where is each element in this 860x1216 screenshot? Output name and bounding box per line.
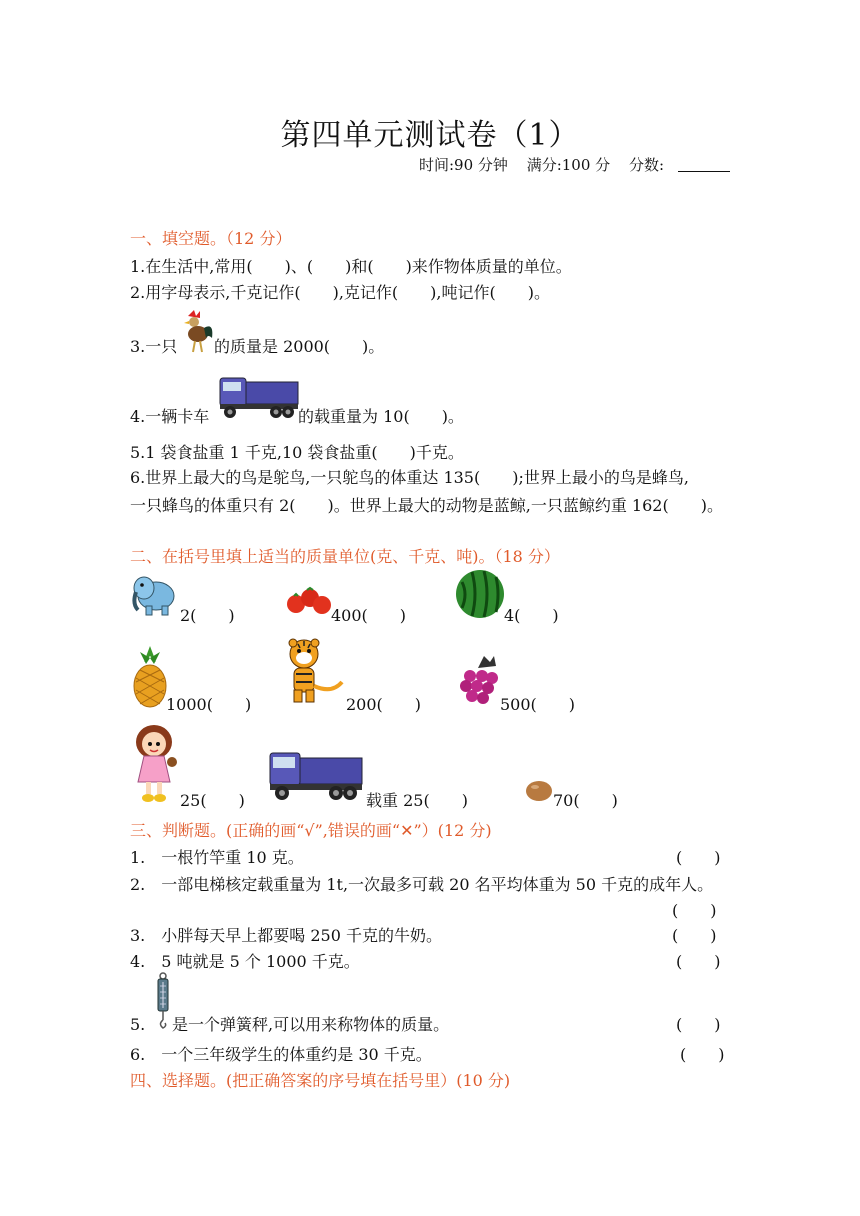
s3-item-2: 2. 一部电梯核定载重量为 1t,一次最多可载 20 名平均体重为 50 千克的成年人。 bbox=[130, 875, 714, 894]
item-label: 200( ) bbox=[346, 695, 422, 714]
section3-heading: 三、判断题。(正确的画“√”,错误的画“✕”）(12 分) bbox=[130, 821, 492, 840]
section2-heading: 二、在括号里填上适当的质量单位(克、千克、吨)。（18 分） bbox=[130, 547, 560, 566]
page-title: 第四单元测试卷（1） bbox=[280, 118, 580, 153]
truck-icon bbox=[218, 374, 300, 420]
score-blank[interactable] bbox=[678, 157, 730, 172]
section4-heading: 四、选择题。(把正确答案的序号填在括号里）(10 分) bbox=[130, 1071, 511, 1090]
tiger-icon bbox=[280, 638, 346, 706]
pineapple-icon bbox=[130, 644, 170, 708]
s1-question-5: 5.1 袋食盐重 1 千克,10 袋食盐重( )千克。 bbox=[130, 443, 464, 462]
s3-answer-paren-4[interactable]: ( ) bbox=[676, 952, 721, 971]
elephant-icon bbox=[130, 572, 180, 616]
s3-answer-paren-3[interactable]: ( ) bbox=[672, 926, 717, 945]
s3-item-1: 1. 一根竹竿重 10 克。 bbox=[130, 848, 304, 867]
item-label: 400( ) bbox=[331, 606, 407, 625]
s1-question-3-suffix: 的质量是 2000( )。 bbox=[214, 337, 385, 356]
s1-question-3-prefix: 3.一只 bbox=[130, 337, 178, 356]
s3-answer-paren-1[interactable]: ( ) bbox=[676, 848, 721, 867]
exam-meta bbox=[405, 154, 730, 175]
item-label: 70( ) bbox=[553, 791, 618, 810]
s3-item-3: 3. 小胖每天早上都要喝 250 千克的牛奶。 bbox=[130, 926, 442, 945]
s3-item-6: 6. 一个三年级学生的体重约是 30 千克。 bbox=[130, 1045, 432, 1064]
s1-question-6-line2: 一只蜂鸟的体重只有 2( )。世界上最大的动物是蓝鲸,一只蓝鲸约重 162( )。 bbox=[130, 496, 723, 515]
time-limit: 时间:90 分钟 bbox=[419, 156, 508, 174]
tomatoes-icon bbox=[286, 586, 332, 616]
item-label: 1000( ) bbox=[166, 695, 252, 714]
full-score: 满分:100 分 bbox=[526, 156, 611, 174]
s3-answer-paren-6[interactable]: ( ) bbox=[680, 1045, 725, 1064]
truck-icon bbox=[268, 748, 364, 802]
s1-question-6-line1: 6.世界上最大的鸟是鸵鸟,一只鸵鸟的体重达 135( );世界上最小的鸟是蜂鸟, bbox=[130, 468, 689, 487]
s3-answer-paren-2[interactable]: ( ) bbox=[672, 901, 717, 920]
egg-icon bbox=[524, 780, 554, 802]
s1-question-4-prefix: 4.一辆卡车 bbox=[130, 407, 210, 426]
rooster-icon bbox=[180, 308, 216, 354]
item-label: 载重 25( ) bbox=[366, 791, 468, 810]
s3-item-4: 4. 5 吨就是 5 个 1000 千克。 bbox=[130, 952, 360, 971]
s3-item-5-number: 5. bbox=[130, 1015, 162, 1034]
spring-scale-icon bbox=[154, 972, 172, 1030]
item-label: 500( ) bbox=[500, 695, 576, 714]
item-label: 4( ) bbox=[504, 606, 559, 625]
s1-question-4-suffix: 的载重量为 10( )。 bbox=[298, 407, 464, 426]
s1-question-1: 1.在生活中,常用( )、( )和( )来作物体质量的单位。 bbox=[130, 257, 572, 276]
s3-answer-paren-5[interactable]: ( ) bbox=[676, 1015, 721, 1034]
s1-question-2: 2.用字母表示,千克记作( ),克记作( ),吨记作( )。 bbox=[130, 283, 550, 302]
s3-item-5: 是一个弹簧秤,可以用来称物体的质量。 bbox=[172, 1015, 450, 1034]
item-label: 25( ) bbox=[180, 791, 245, 810]
score-label: 分数: bbox=[629, 156, 730, 174]
item-label: 2( ) bbox=[180, 606, 235, 625]
grapes-icon bbox=[460, 654, 500, 706]
section1-heading: 一、填空题。（12 分） bbox=[130, 229, 292, 248]
girl-icon bbox=[130, 722, 180, 804]
watermelon-icon bbox=[454, 568, 506, 620]
